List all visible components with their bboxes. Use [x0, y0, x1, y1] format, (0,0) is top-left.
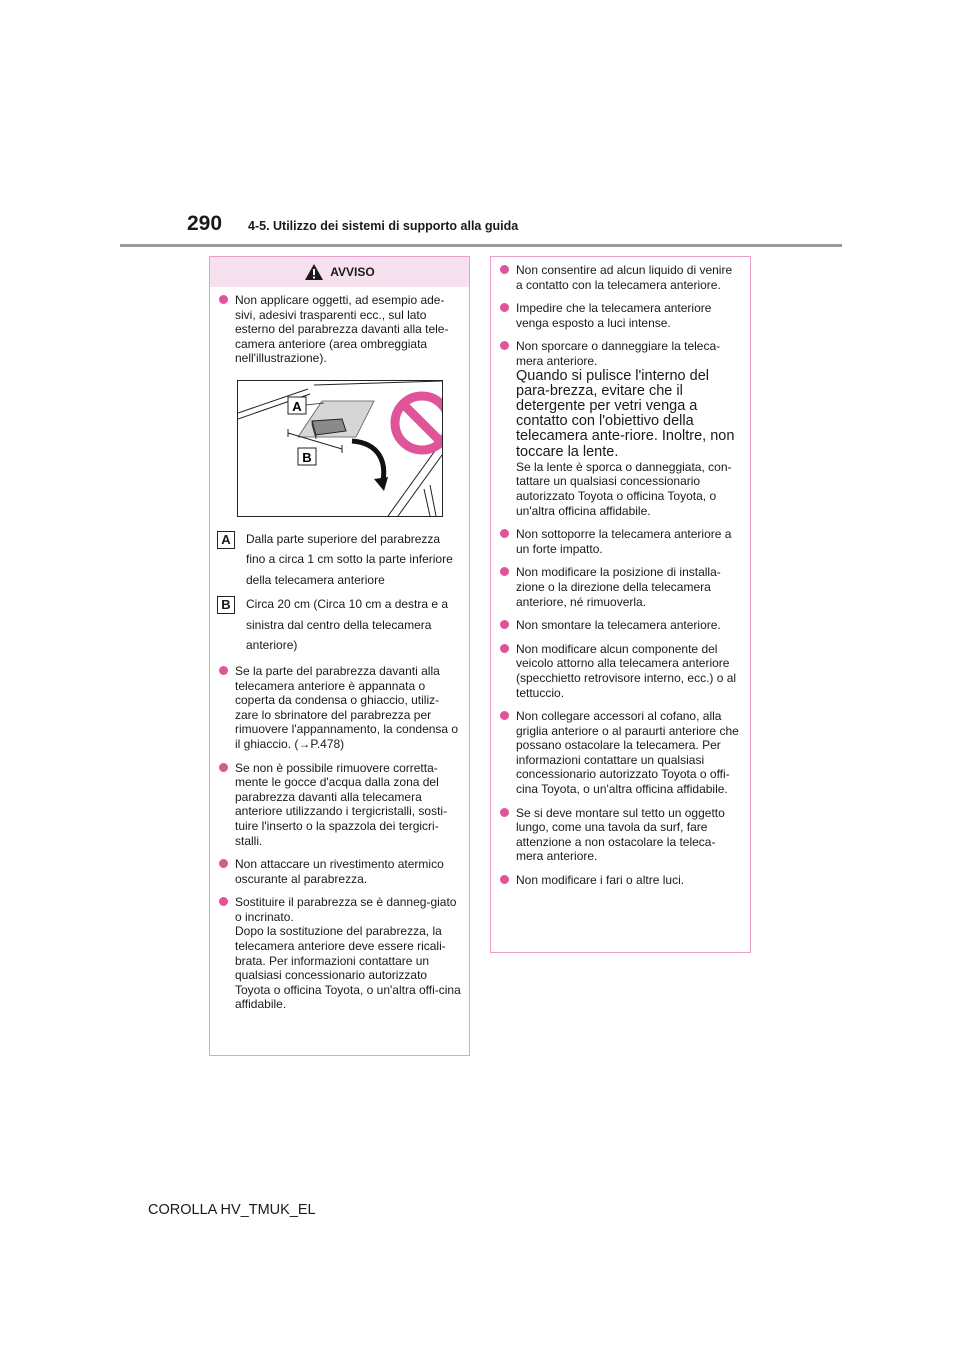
item-text: Non applicare oggetti, ad esempio ade-sivi, adesivi trasparenti ecc., sul lato esterno del parabrezza davanti alla tele-camera anteriore (area ombreggiata nell'illustrazione). — [235, 293, 449, 366]
warning-box-left — [209, 256, 470, 1056]
bullet-icon — [500, 875, 509, 884]
list-item: Non smontare la telecamera anteriore. — [498, 618, 742, 633]
list-item: Se la parte del parabrezza davanti alla telecamera anteriore è appannata o coperta da condensa o ghiaccio, utiliz-zare lo sbrinatore del parabrezza per rimuovere l'appannamento, la condensa o il ghiaccio. (→P.478) — [217, 664, 461, 752]
warning-header — [210, 257, 469, 287]
list-item: Non sottoporre la telecamera anteriore a un forte impatto. — [498, 527, 742, 556]
list-item: Non modificare i fari o altre luci. — [498, 873, 742, 888]
bullet-icon — [219, 859, 228, 868]
warning-label: AVVISO — [330, 265, 375, 279]
bullet-icon — [500, 341, 509, 350]
legend-row-a — [217, 529, 461, 591]
list-item — [217, 293, 461, 366]
list-item: Non modificare alcun componente del veicolo attorno alla telecamera anteriore (specchietto retrovisore interno, ecc.) o al tettuccio. — [498, 642, 742, 700]
legend-key-a: A — [217, 531, 235, 549]
legend-text-b: Circa 20 cm (Circa 10 cm a destra e a sinistra dal centro della telecamera anteriore) — [246, 597, 449, 653]
figure-label-b: B — [302, 449, 312, 465]
legend-row-b — [217, 594, 461, 656]
list-item: Non sporcare o danneggiare la teleca-mera anteriore. Quando si pulisce l'interno del para-brezza, evitare che il detergente per vetri venga a contatto con l'obiettivo della telecamera ante-riore. Inoltre, non toccare la lente. Se la lente è sporca o danneggiata, con-tattare un qualsiasi concessionario autorizzato Toyota o officina Toyota, o un'altra officina affidabile. — [498, 339, 742, 518]
bullet-icon — [500, 265, 509, 274]
warning-triangle-icon — [304, 263, 324, 281]
list-item: Non modificare la posizione di installa-zione o la direzione della telecamera anteriore, né rimuoverla. — [498, 565, 742, 609]
bullet-icon — [219, 295, 228, 304]
bullet-icon — [219, 897, 228, 906]
list-item: Non collegare accessori al cofano, alla griglia anteriore o al paraurti anteriore che possano ostacolare la telecamera. Per informazioni contattare un qualsiasi concessionario autorizzato Toyota o offi-cina Toyota, o un'altra officina affidabile. — [498, 709, 742, 797]
section-title: 4-5. Utilizzo dei sistemi di supporto alla guida — [248, 219, 519, 233]
page-number: 290 — [187, 212, 223, 235]
list-item: Non attaccare un rivestimento atermico oscurante al parabrezza. — [217, 857, 461, 886]
bullet-icon — [500, 808, 509, 817]
footer-model-code: COROLLA HV_TMUK_EL — [148, 1202, 316, 1218]
arrow-right-icon: → — [298, 736, 311, 751]
emphasis-text: Quando si pulisce l'interno del para-brezza, evitare che il detergente per vetri venga a contatto con l'obiettivo della telecamera ante-riore. Inoltre, non toccare la lente. — [516, 367, 735, 460]
page-reference-link[interactable]: P.478 — [310, 736, 341, 751]
list-item: Se si deve montare sul tetto un oggetto lungo, come una tavola da surf, fare attenzione a non ostacolare la teleca-mera anteriore. — [498, 806, 742, 864]
legend-text-a: Dalla parte superiore del parabrezza fino a circa 1 cm sotto la parte inferiore della telecamera anteriore — [246, 531, 453, 587]
list-item: Sostituire il parabrezza se è danneg-giato o incrinato. Dopo la sostituzione del parabrezza, la telecamera anteriore deve essere ricali-brata. Per informazioni contattare un qualsiasi concessionario autorizzato Toyota o officina Toyota, o un'altra offi-cina affidabile. — [217, 895, 461, 1012]
list-item: Impedire che la telecamera anteriore venga esposto a luci intense. — [498, 301, 742, 330]
windshield-camera-illustration — [237, 380, 443, 517]
bullet-icon — [500, 567, 509, 576]
list-item: Non consentire ad alcun liquido di venire a contatto con la telecamera anteriore. — [498, 263, 742, 292]
illustration-drawing — [238, 381, 442, 516]
bullet-icon — [219, 763, 228, 772]
warning-box-right — [490, 256, 751, 953]
legend-key-b: B — [217, 596, 235, 614]
list-item: Se non è possibile rimuovere corretta-mente le gocce d'acqua dalla zona del parabrezza davanti alla telecamera anteriore utilizzando i tergicristalli, sosti-tuire l'inserto o la spazzola dei tergicri-stalli. — [217, 761, 461, 849]
header-rule — [120, 244, 842, 247]
bullet-icon — [500, 303, 509, 312]
bullet-icon — [500, 644, 509, 653]
bullet-icon — [500, 529, 509, 538]
bullet-icon — [500, 620, 509, 629]
bullet-icon — [500, 711, 509, 720]
bullet-icon — [219, 666, 228, 675]
figure-label-a: A — [292, 398, 302, 414]
